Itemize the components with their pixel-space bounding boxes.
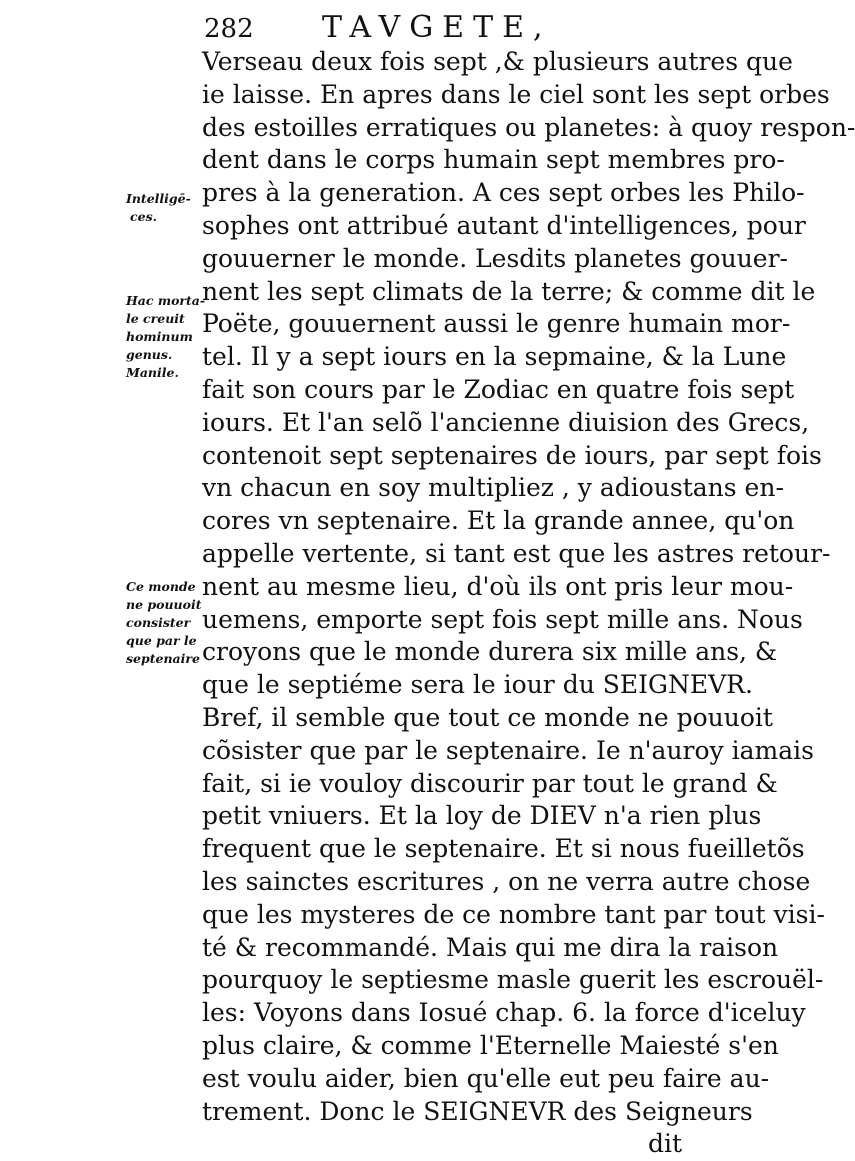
margin-note-intelligences — [126, 190, 206, 226]
running-title: TAVGETE, — [322, 10, 552, 45]
text-line: que les mysteres de ce nombre tant par tout visi- — [202, 899, 825, 929]
margin-note-line: Manile. — [126, 365, 179, 380]
text-line: uemens, emporte sept fois sept mille ans. Nous — [202, 604, 803, 634]
text-line: croyons que le monde durera six mille ans, & — [202, 637, 778, 667]
margin-note-line: ces. — [130, 209, 157, 224]
text-line: fait son cours par le Zodiac en quatre fois sept — [202, 374, 795, 404]
margin-note-line: genus. — [126, 347, 173, 362]
text-line: nent au mesme lieu, d'où ils ont pris leur mou- — [202, 571, 794, 601]
text-line: sophes ont attribué autant d'intelligences, pour — [202, 210, 806, 240]
text-line: Verseau deux fois sept ,& plusieurs autres que — [202, 47, 793, 76]
text-line: est voulu aider, bien qu'elle eut peu faire au- — [202, 1063, 770, 1093]
margin-note-line: consister — [126, 615, 191, 630]
text-line: vn chacun en soy multipliez , y adioustans en- — [202, 473, 784, 503]
text-line: gouuerner le monde. Lesdits planetes gouuer- — [202, 243, 788, 273]
margin-note-line: septenaire — [126, 651, 200, 666]
margin-note-line: ne pouuoit — [126, 597, 202, 612]
margin-note-line: Intelligē- — [126, 191, 191, 206]
text-line: nent les sept climats de la terre; & comme dit le — [202, 276, 816, 306]
text-line: cores vn septenaire. Et la grande annee, qu'on — [202, 506, 795, 536]
text-line: Bref, il semble que tout ce monde ne pouuoit — [202, 702, 773, 732]
text-line: cõsister que par le septenaire. Ie n'auroy iamais — [202, 735, 814, 765]
margin-note-line: le creuit — [126, 311, 185, 326]
margin-note-mortale — [126, 292, 206, 382]
margin-note-line: Ce monde — [126, 579, 196, 594]
text-line: Poëte, gouuernent aussi le genre humain mor- — [202, 309, 791, 339]
text-line: trement. Donc le SEIGNEVR des Seigneurs — [202, 1096, 753, 1126]
text-line: ie laisse. En apres dans le ciel sont les sept orbes — [202, 79, 830, 109]
text-line: iours. Et l'an selõ l'ancienne diuision des Grecs, — [202, 407, 810, 437]
page-header — [0, 4, 739, 46]
text-line: tel. Il y a sept iours en la sepmaine, & la Lune — [202, 342, 787, 372]
body-text — [202, 46, 855, 1161]
text-line: frequent que le septenaire. Et si nous fueilletõs — [202, 834, 805, 864]
page-number: 282 — [204, 14, 254, 44]
margin-note-line: Hac morta- — [126, 293, 206, 308]
text-line: appelle vertente, si tant est que les astres retour- — [202, 538, 831, 568]
margin-note-line: que par le — [126, 633, 197, 648]
text-line: pres à la generation. A ces sept orbes les Philo- — [202, 178, 805, 208]
text-line: les sainctes escritures , on ne verra autre chose — [202, 866, 811, 896]
text-line: contenoit sept septenaires de iours, par sept fois — [202, 440, 822, 470]
text-line: les: Voyons dans Iosué chap. 6. la force d'iceluy — [202, 998, 806, 1028]
text-line: té & recommandé. Mais qui me dira la raison — [202, 932, 779, 962]
text-line: fait, si ie vouloy discourir par tout le grand & — [202, 768, 778, 798]
text-line: pourquoy le septiesme masle guerit les escrouël- — [202, 965, 824, 995]
text-line: plus claire, & comme l'Eternelle Maiesté s'en — [202, 1030, 779, 1060]
text-line: dent dans le corps humain sept membres pro- — [202, 145, 785, 175]
margin-note-line: hominum — [126, 329, 193, 344]
text-line: des estoilles erratiques ou planetes: à quoy respon- — [202, 112, 855, 142]
catchword: dit — [647, 1129, 682, 1159]
text-line: petit vniuers. Et la loy de DIEV n'a rien plus — [202, 801, 762, 831]
text-line: que le septiéme sera le iour du SEIGNEVR. — [202, 670, 753, 700]
margin-note-septenaire — [126, 578, 206, 668]
